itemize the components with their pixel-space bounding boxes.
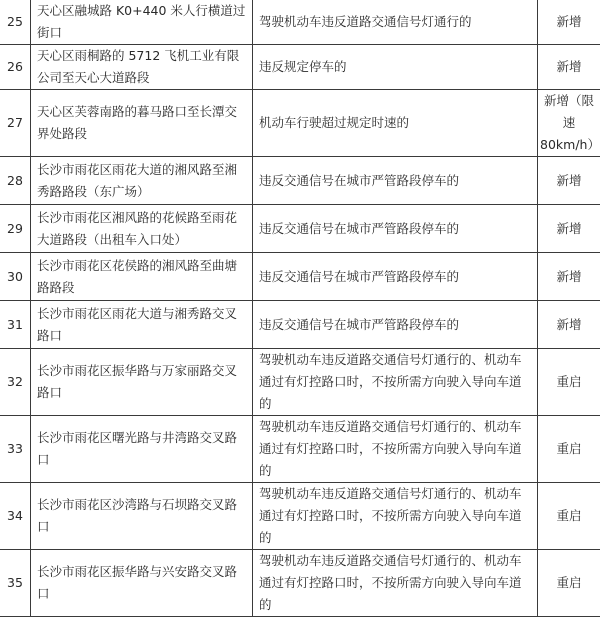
- location-cell: 长沙市雨花区曙光路与井湾路交叉路口: [31, 416, 253, 483]
- violation-cell: 驾驶机动车违反道路交通信号灯通行的、机动车通过有灯控路口时，不按所需方向驶入导向车道的: [253, 550, 538, 617]
- status-cell: 新增: [538, 0, 600, 45]
- violation-cell: 违反规定停车的: [253, 45, 538, 90]
- location-cell: 长沙市雨花区振华路与兴安路交叉路口: [31, 550, 253, 617]
- location-cell: 长沙市雨花区雨花大道的湘风路至湘秀路路段（东广场）: [31, 157, 253, 205]
- table-row: [0, 90, 600, 157]
- status-cell: 新增: [538, 205, 600, 253]
- row-number: 28: [0, 157, 31, 205]
- location-cell: 长沙市雨花区振华路与万家丽路交叉路口: [31, 349, 253, 416]
- table-row: [0, 253, 600, 301]
- violation-cell: 驾驶机动车违反道路交通信号灯通行的: [253, 0, 538, 45]
- row-number: 33: [0, 416, 31, 483]
- location-cell: 天心区融城路 K0+440 米人行横道过街口: [31, 0, 253, 45]
- table-row: [0, 0, 600, 45]
- table-row: [0, 483, 600, 550]
- table-row: [0, 205, 600, 253]
- row-number: 35: [0, 550, 31, 617]
- status-cell: 新增: [538, 45, 600, 90]
- row-number: 26: [0, 45, 31, 90]
- status-cell: 新增: [538, 157, 600, 205]
- row-number: 29: [0, 205, 31, 253]
- violation-cell: 驾驶机动车违反道路交通信号灯通行的、机动车通过有灯控路口时，不按所需方向驶入导向车道的: [253, 416, 538, 483]
- table-row: [0, 157, 600, 205]
- status-cell: 新增: [538, 301, 600, 349]
- location-cell: 天心区芙蓉南路的暮马路口至长潭交界处路段: [31, 90, 253, 157]
- location-cell: 长沙市雨花区花侯路的湘风路至曲塘路路段: [31, 253, 253, 301]
- location-cell: 长沙市雨花区湘风路的花候路至雨花大道路段（出租车入口处）: [31, 205, 253, 253]
- violation-cell: 驾驶机动车违反道路交通信号灯通行的、机动车通过有灯控路口时，不按所需方向驶入导向车道的: [253, 349, 538, 416]
- status-cell: 重启: [538, 349, 600, 416]
- violation-cell: 违反交通信号在城市严管路段停车的: [253, 205, 538, 253]
- violation-cell: 机动车行驶超过规定时速的: [253, 90, 538, 157]
- violation-cell: 驾驶机动车违反道路交通信号灯通行的、机动车通过有灯控路口时，不按所需方向驶入导向车道的: [253, 483, 538, 550]
- violation-cell: 违反交通信号在城市严管路段停车的: [253, 157, 538, 205]
- violation-cell: 违反交通信号在城市严管路段停车的: [253, 253, 538, 301]
- row-number: 30: [0, 253, 31, 301]
- table-row: [0, 45, 600, 90]
- status-cell: 重启: [538, 416, 600, 483]
- row-number: 32: [0, 349, 31, 416]
- status-cell: 重启: [538, 550, 600, 617]
- table-row: [0, 349, 600, 416]
- status-cell: 新增（限速80km/h）: [538, 90, 600, 157]
- row-number: 25: [0, 0, 31, 45]
- table-row: [0, 416, 600, 483]
- status-cell: 重启: [538, 483, 600, 550]
- table-row: [0, 301, 600, 349]
- location-cell: 天心区雨桐路的 5712 飞机工业有限公司至天心大道路段: [31, 45, 253, 90]
- violation-cell: 违反交通信号在城市严管路段停车的: [253, 301, 538, 349]
- row-number: 34: [0, 483, 31, 550]
- location-cell: 长沙市雨花区雨花大道与湘秀路交叉路口: [31, 301, 253, 349]
- location-cell: 长沙市雨花区沙湾路与石坝路交叉路口: [31, 483, 253, 550]
- row-number: 27: [0, 90, 31, 157]
- status-cell: 新增: [538, 253, 600, 301]
- table-row: [0, 550, 600, 617]
- row-number: 31: [0, 301, 31, 349]
